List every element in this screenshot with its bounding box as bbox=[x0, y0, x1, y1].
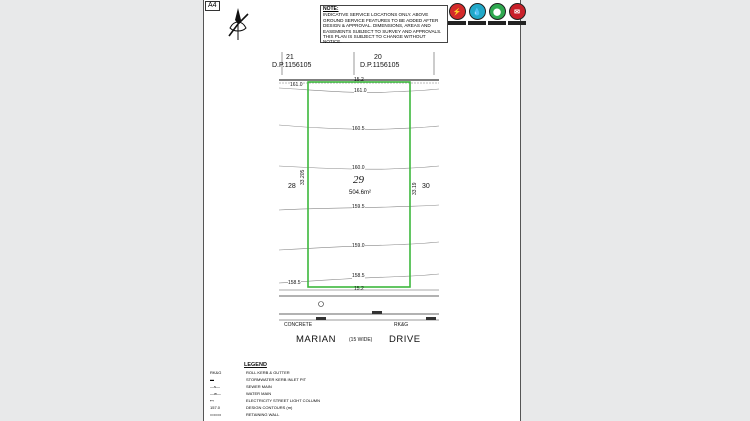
road-width: (15 WIDE) bbox=[349, 337, 373, 343]
lot-21-dp: D.P.1156105 bbox=[272, 62, 312, 69]
road-name-left: MARIAN bbox=[296, 334, 336, 345]
legend-item: RK&G ROLL KERB & GUTTER bbox=[210, 370, 290, 375]
nbn-service-icon: ✉ bbox=[508, 3, 526, 25]
contour-label: 159.5 bbox=[352, 204, 365, 210]
sewer-service-icon: ⬤ bbox=[488, 3, 506, 25]
dimension-bottom: 15.2 bbox=[354, 286, 364, 292]
lot-20-dp: D.P.1156105 bbox=[360, 62, 400, 69]
legend-item: ▭▭▭ RETAINING WALL bbox=[210, 412, 280, 417]
lot-29-area: 504.6m² bbox=[349, 190, 372, 196]
lot-28-number: 28 bbox=[288, 183, 296, 190]
road-surface-left: CONCRETE bbox=[284, 322, 313, 328]
contour-label: 161.0 bbox=[354, 88, 367, 94]
legend-item: ▬ STORMWATER KERB INLET PIT bbox=[210, 377, 307, 382]
legend-title: LEGEND bbox=[244, 362, 267, 368]
water-service-icon: 💧 bbox=[468, 3, 486, 25]
road-surface-right: RK&G bbox=[394, 322, 409, 328]
lot-20-number: 20 bbox=[374, 54, 382, 61]
contour-label: 158.5 bbox=[288, 280, 301, 286]
plan-sheet bbox=[203, 0, 521, 421]
dimension-top: 15.2 bbox=[354, 77, 364, 83]
dimension-left: 33.205 bbox=[300, 169, 306, 185]
power-service-icon: ⚡ bbox=[448, 3, 466, 25]
lot-29-number: 29 bbox=[353, 174, 364, 186]
legend-item: —w— WATER MAIN bbox=[210, 391, 272, 396]
legend-item: 157.0 DESIGN CONTOURS (m) bbox=[210, 405, 293, 410]
dimension-right: 33.19 bbox=[412, 182, 418, 195]
sheet-size-tag: A4 bbox=[205, 1, 220, 11]
contour-label: 160.5 bbox=[352, 126, 365, 132]
note-title: NOTE: bbox=[323, 6, 339, 12]
legend-item: ⊷ ELECTRICITY STREET LIGHT COLUMN bbox=[210, 398, 321, 403]
contour-label: 161.0 bbox=[290, 82, 303, 88]
contour-label: 160.0 bbox=[352, 165, 365, 171]
contour-label: 159.0 bbox=[352, 243, 365, 249]
lot-21-number: 21 bbox=[286, 54, 294, 61]
legend-item: —s— SEWER MAIN bbox=[210, 384, 272, 389]
road-name-right: DRIVE bbox=[389, 334, 421, 345]
contour-label: 158.5 bbox=[352, 273, 365, 279]
legend bbox=[208, 370, 348, 420]
note-text: INDICATIVE SERVICE LOCATIONS ONLY. ABOVE GROUND SERVICE FEATURES TO BE ADDED AFTER DESIGN & APPROVAL. DIMENSIONS, AREAS AND EASEMENTS SUBJECT TO SURVEY AND APPROVALS. THIS PLAN IS SUBJECT TO CHANGE WITHOUT NOTICE. bbox=[323, 12, 442, 45]
lot-30-number: 30 bbox=[422, 183, 430, 190]
